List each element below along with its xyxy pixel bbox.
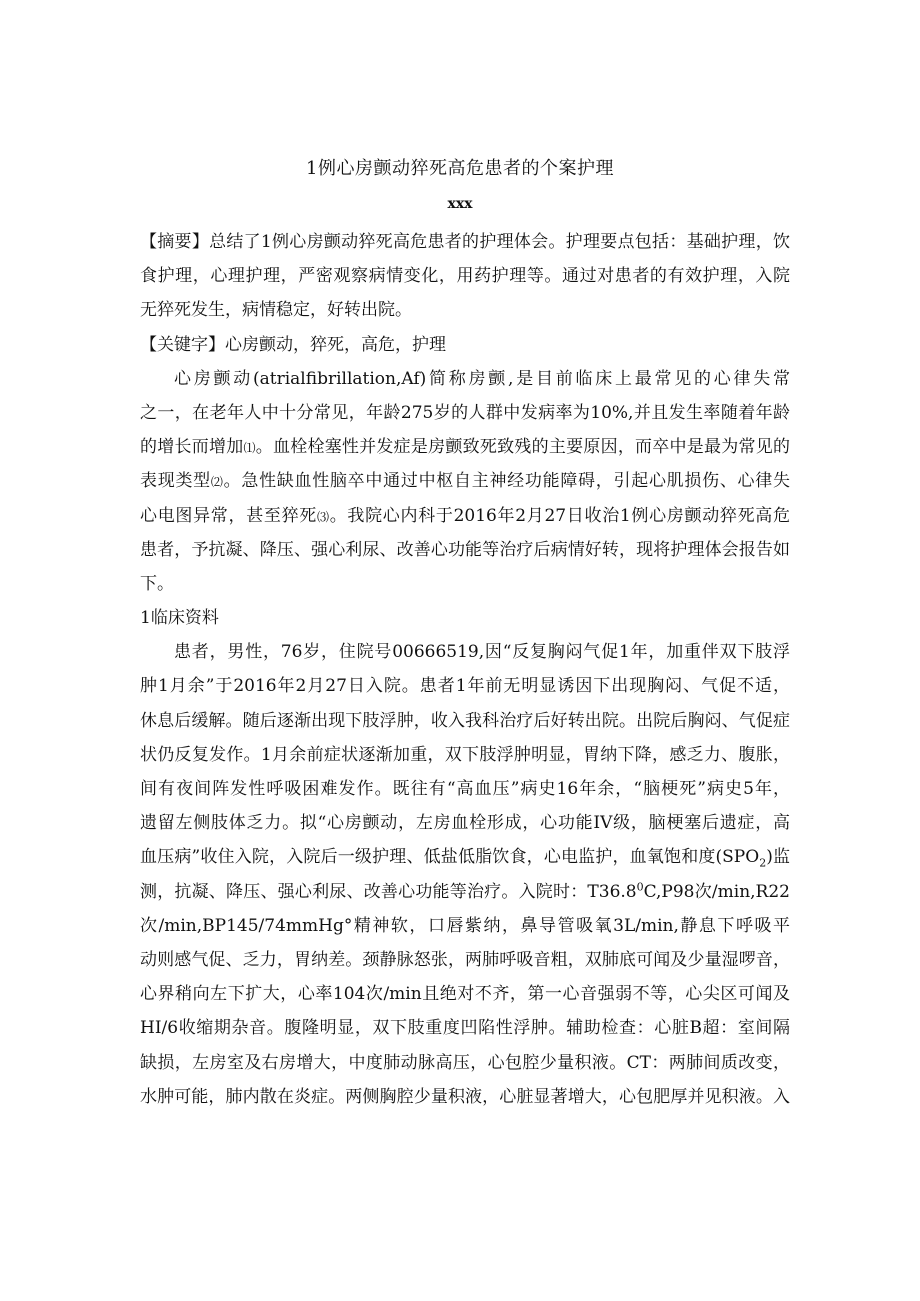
case-line-1: 患者，男性，76岁，住院号00666519,因“反复胸闷气促1年，加重伴双下肢浮 <box>174 642 790 663</box>
abstract-line-2: 食护理，心理护理，严密观察病情变化，用药护理等。通过对患者的有效护理，入院 <box>140 266 790 287</box>
document-body <box>140 225 790 1114</box>
intro-line-4-text-a: 表现类型 <box>140 471 211 492</box>
case-line-14: 水肿可能，肺内散在炎症。两侧胸腔少量积液，心脏显著增大，心包肥厚并见积液。入 <box>140 1086 790 1107</box>
document-title: 1例心房颤动猝死高危患者的个案护理 <box>306 158 614 179</box>
case-line-8-text-a: 测，抗凝、降压、强心利尿、改善心功能等治疗。入院时：T36.8 <box>140 881 637 902</box>
intro-line-5 <box>140 499 790 533</box>
citation-ref-2: ⑵ <box>210 475 224 490</box>
intro-line-2: 之一，在老年人中十分常见，年龄275岁的人群中发病率为10%,并且发生率随着年龄 <box>140 402 790 423</box>
intro-line-3 <box>140 430 790 464</box>
degree-superscript: 0 <box>636 879 644 893</box>
case-line-7-text-a: 血压病”收住入院，入院后一级护理、低盐低脂饮食，心电监护，血氧饱和度(SPO <box>140 847 760 868</box>
document-author: xxx <box>447 196 473 212</box>
case-line-8 <box>140 875 790 909</box>
intro-line-3-text-a: 的增长而增加 <box>140 437 244 458</box>
case-line-8-text-b: C,P98次/min,R22 <box>643 881 790 902</box>
abstract-line-3: 无猝死发生，病情稳定，好转出院。 <box>140 300 412 321</box>
intro-line-5-text-a: 心电图异常，甚至猝死 <box>140 505 317 526</box>
case-line-6: 遗留左侧肢体乏力。拟“心房颤动，左房血栓形成，心功能IV级，脑梗塞后遗症，高 <box>140 813 790 834</box>
case-line-10: 动则感气促、乏力，胃纳差。颈静脉怒张，两肺呼吸音粗，双肺底可闻及少量湿啰音， <box>140 949 790 970</box>
citation-ref-1: ⑴ <box>243 441 256 456</box>
intro-line-4-text-b: 。急性缺血性脑卒中通过中枢自主神经功能障碍，引起心肌损伤、心律失 <box>223 471 790 492</box>
case-line-3: 休息后缓解。随后逐渐出现下肢浮肿，收入我科治疗后好转出院。出院后胸闷、气促症 <box>140 710 790 731</box>
case-line-13: 缺损，左房室及右房增大，中度肺动脉高压，心包腔少量积液。CT：两肺间质改变， <box>140 1052 790 1073</box>
intro-line-4 <box>140 464 790 498</box>
case-line-7-text-b: )监 <box>766 847 790 868</box>
intro-line-7: 下。 <box>140 573 174 594</box>
case-line-11: 心界稍向左下扩大，心率104次/min且绝对不齐，第一心音强弱不等，心尖区可闻及 <box>140 984 790 1005</box>
case-line-5: 间有夜间阵发性呼吸困难发作。既往有“高血压”病史16年余，“脑梗死”病史5年， <box>140 779 790 799</box>
intro-line-3-text-b: 。血栓栓塞性并发症是房颤致死致残的主要原因，而卒中是最为常见的 <box>255 437 790 458</box>
citation-ref-3: ⑶ <box>317 509 330 524</box>
intro-line-1: 心房颤动(atrialfibrillation,Af)简称房颤,是目前临床上最常见的心律失常 <box>174 368 790 389</box>
intro-line-5-text-b: 。我院心内科于2016年2月27日收治1例心房颤动猝死高危 <box>329 505 790 526</box>
case-line-12: HI/6收缩期杂音。腹隆明显，双下肢重度凹陷性浮肿。辅助检查：心脏B超：室间隔 <box>140 1018 790 1039</box>
section-1-heading: 1临床资料 <box>140 608 219 629</box>
keywords-line: 【关键字】心房颤动，猝死，高危，护理 <box>140 334 446 355</box>
spo2-subscript: 2 <box>759 856 767 870</box>
case-line-7 <box>140 840 790 874</box>
case-line-9: 次/min,BP145/74mmHg°精神软，口唇紫纳，鼻导管吸氧3L/min,静息下呼吸平 <box>140 915 790 936</box>
intro-line-6: 患者，予抗凝、降压、强心利尿、改善心功能等治疗后病情好转，现将护理体会报告如 <box>140 539 790 560</box>
abstract-line-1: 【摘要】总结了1例心房颤动猝死高危患者的护理体会。护理要点包括：基础护理，饮 <box>140 232 790 252</box>
case-line-4: 状仍反复发作。1月余前症状逐渐加重，双下肢浮肿明显，胃纳下降，感乏力、腹胀， <box>140 744 790 765</box>
case-line-2: 肿1月余”于2016年2月27日入院。患者1年前无明显诱因下出现胸闷、气促不适， <box>140 676 790 697</box>
